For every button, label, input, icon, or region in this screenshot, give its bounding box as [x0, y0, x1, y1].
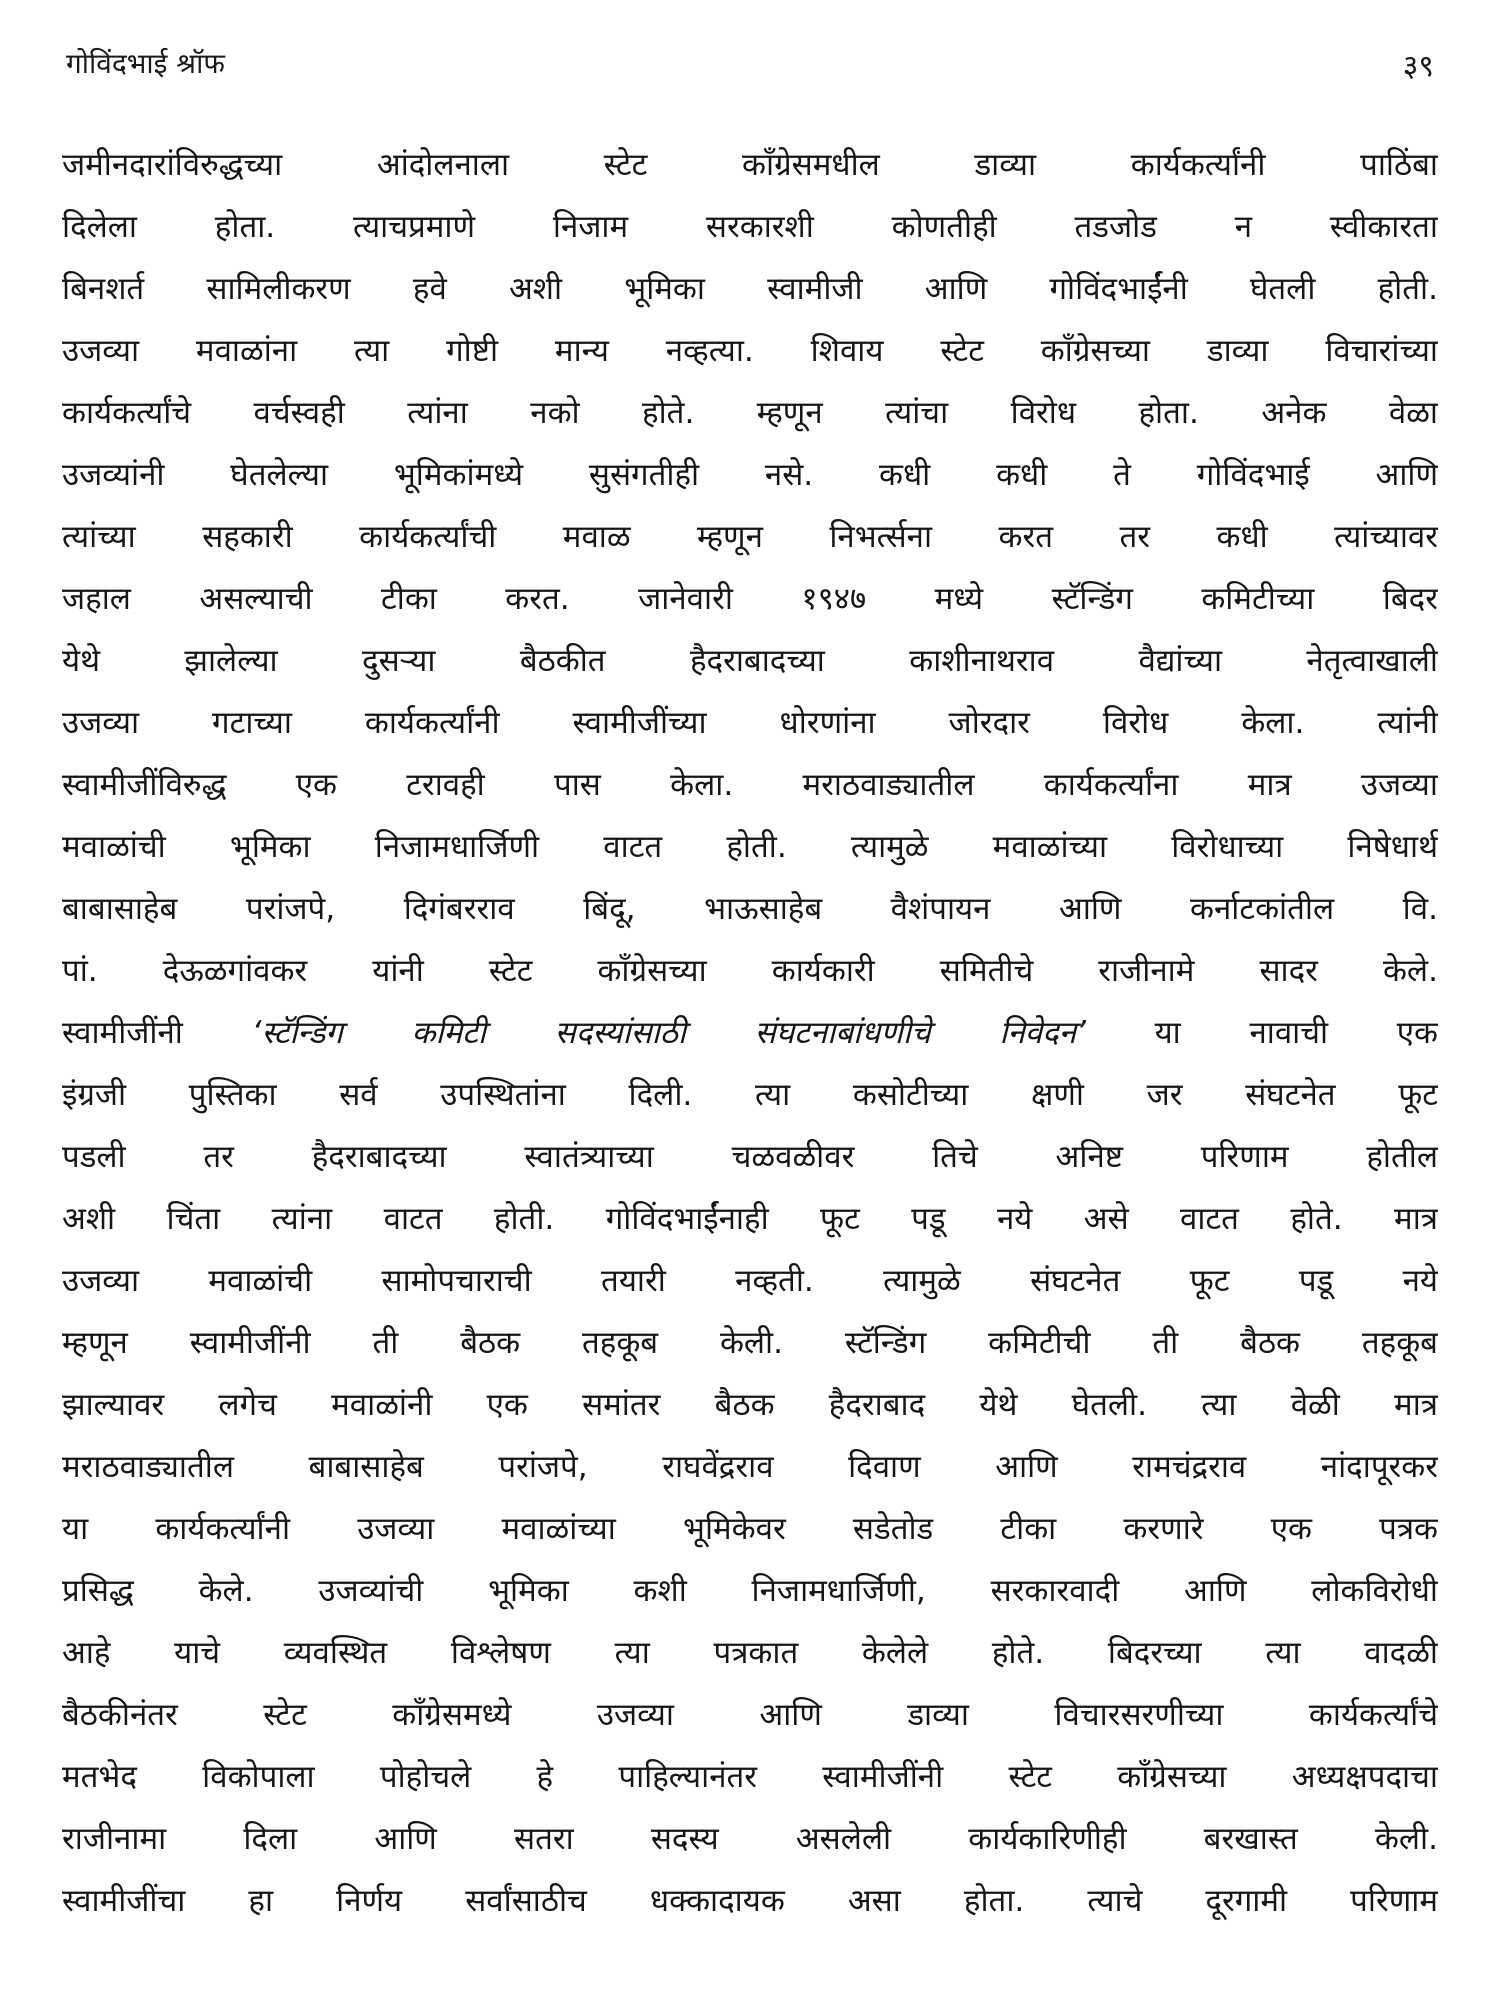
italic-document-title: ‘स्टॅन्डिंग कमिटी सदस्यांसाठी संघटनाबांधणीचे निवेदन’	[251, 1015, 1086, 1051]
text-line: उजव्या मवाळांना त्या गोष्टी मान्य नव्हत्या. शिवाय स्टेट कॉंग्रेसच्या डाव्या विचारांच्या	[62, 333, 1438, 369]
text-line: इंग्रजी पुस्तिका सर्व उपस्थितांना दिली. त्या कसोटीच्या क्षणी जर संघटनेत फूट	[62, 1077, 1438, 1113]
text-run: या नावाची एक	[1085, 1015, 1438, 1051]
text-line: मराठवाड्यातील बाबासाहेब परांजपे, राघवेंद्रराव दिवाण आणि रामचंद्रराव नांदापूरकर	[62, 1449, 1438, 1485]
text-line: येथे झालेल्या दुसऱ्या बैठकीत हैदराबादच्या काशीनाथराव वैद्यांच्या नेतृत्वाखाली	[62, 643, 1438, 679]
text-line: कार्यकर्त्यांचे वर्चस्वही त्यांना नको होते. म्हणून त्यांचा विरोध होता. अनेक वेळा	[62, 395, 1438, 431]
text-line: प्रसिद्ध केले. उजव्यांची भूमिका कशी निजामधार्जिणी, सरकारवादी आणि लोकविरोधी	[62, 1573, 1438, 1609]
text-line: पडली तर हैदराबादच्या स्वातंत्र्याच्या चळवळीवर तिचे अनिष्ट परिणाम होतील	[62, 1139, 1438, 1175]
text-line: राजीनामा दिला आणि सतरा सदस्य असलेली कार्यकारिणीही बरखास्त केली.	[62, 1821, 1438, 1857]
text-line: पां. देऊळगांवकर यांनी स्टेट कॉंग्रेसच्या कार्यकारी समितीचे राजीनामे सादर केले.	[62, 953, 1438, 989]
text-line: या कार्यकर्त्यांनी उजव्या मवाळांच्या भूमिकेवर सडेतोड टीका करणारे एक पत्रक	[62, 1511, 1438, 1547]
text-line: स्वामीजींचा हा निर्णय सर्वांसाठीच धक्कादायक असा होता. त्याचे दूरगामी परिणाम	[62, 1883, 1438, 1919]
page-number: ३९	[1402, 49, 1434, 84]
text-line: उजव्यांनी घेतलेल्या भूमिकांमध्ये सुसंगतीही नसे. कधी कधी ते गोविंदभाई आणि	[62, 457, 1438, 493]
text-line	[62, 1002, 1438, 1064]
text-run: स्वामीजींनी	[62, 1015, 252, 1051]
running-header-title: गोविंदभाई श्रॉफ	[66, 47, 225, 80]
text-line: जमीनदारांविरुद्धच्या आंदोलनाला स्टेट कॉंग्रेसमधील डाव्या कार्यकर्त्यांनी पाठिंबा	[62, 147, 1438, 183]
text-line: बैठकीनंतर स्टेट कॉंग्रेसमध्ये उजव्या आणि डाव्या विचारसरणीच्या कार्यकर्त्यांचे	[62, 1697, 1438, 1733]
text-line: म्हणून स्वामीजींनी ती बैठक तहकूब केली. स्टॅन्डिंग कमिटीची ती बैठक तहकूब	[62, 1325, 1438, 1361]
body-paragraph	[62, 134, 1438, 1932]
text-line: त्यांच्या सहकारी कार्यकर्त्यांची मवाळ म्हणून निभर्त्सना करत तर कधी त्यांच्यावर	[62, 519, 1438, 555]
text-line: बाबासाहेब परांजपे, दिगंबरराव बिंदू, भाऊसाहेब वैशंपायन आणि कर्नाटकांतील वि.	[62, 891, 1438, 927]
text-line: अशी चिंता त्यांना वाटत होती. गोविंदभाईंनाही फूट पडू नये असे वाटत होते. मात्र	[62, 1201, 1438, 1237]
text-line: जहाल असल्याची टीका करत. जानेवारी १९४७ मध्ये स्टॅन्डिंग कमिटीच्या बिदर	[62, 581, 1438, 617]
text-line: स्वामीजींविरुद्ध एक टरावही पास केला. मराठवाड्यातील कार्यकर्त्यांना मात्र उजव्या	[62, 767, 1438, 803]
text-line: उजव्या गटाच्या कार्यकर्त्यांनी स्वामीजींच्या धोरणांना जोरदार विरोध केला. त्यांनी	[62, 705, 1438, 741]
running-header	[66, 44, 1434, 88]
text-line: उजव्या मवाळांची सामोपचाराची तयारी नव्हती. त्यामुळे संघटनेत फूट पडू नये	[62, 1263, 1438, 1299]
text-line: मतभेद विकोपाला पोहोचले हे पाहिल्यानंतर स्वामीजींनी स्टेट कॉंग्रेसच्या अध्यक्षपदाचा	[62, 1759, 1438, 1795]
text-line: दिलेला होता. त्याचप्रमाणे निजाम सरकारशी कोणतीही तडजोड न स्वीकारता	[62, 209, 1438, 245]
text-line: झाल्यावर लगेच मवाळांनी एक समांतर बैठक हैदराबाद येथे घेतली. त्या वेळी मात्र	[62, 1387, 1438, 1423]
text-line: बिनशर्त सामिलीकरण हवे अशी भूमिका स्वामीजी आणि गोविंदभाईंनी घेतली होती.	[62, 271, 1438, 307]
text-line: मवाळांची भूमिका निजामधार्जिणी वाटत होती. त्यामुळे मवाळांच्या विरोधाच्या निषेधार्थ	[62, 829, 1438, 865]
text-line: आहे याचे व्यवस्थित विश्लेषण त्या पत्रकात केलेले होते. बिदरच्या त्या वादळी	[62, 1635, 1438, 1671]
